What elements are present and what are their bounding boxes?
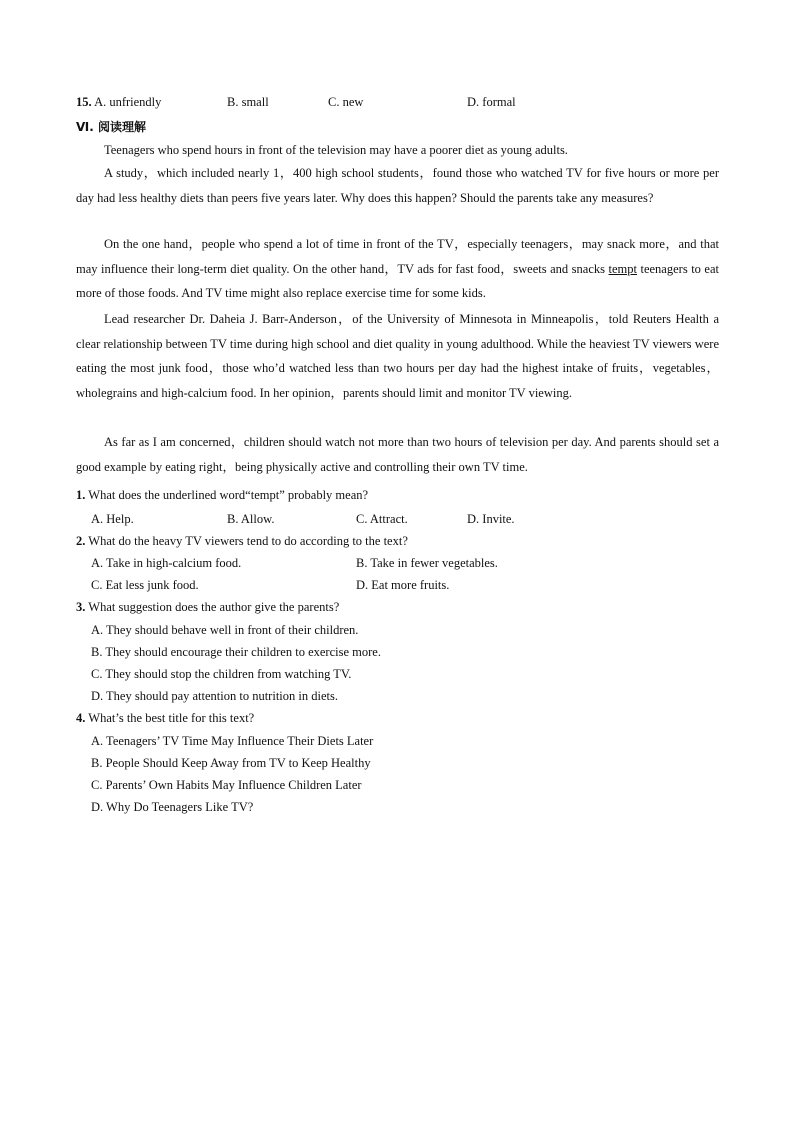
q15-option-c: C. new bbox=[328, 95, 364, 109]
question-2: 2. What do the heavy TV viewers tend to do according to the text? bbox=[76, 534, 408, 548]
section-title: 阅读理解 bbox=[97, 120, 146, 134]
q4-option-b: B. People Should Keep Away from TV to Keep Healthy bbox=[91, 756, 371, 770]
passage-paragraph-3: On the one hand，people who spend a lot of time in front of the TV，especially teenagers，may snack more，and that may influence their long-term diet quality. On the other hand，TV ads for fast food，sweets and snacks tempt teenagers to eat more of those foods. And TV time might also replace exercise time for some kids. bbox=[76, 237, 719, 301]
q15-row bbox=[76, 95, 161, 110]
question-4: 4. What’s the best title for this text? bbox=[76, 711, 255, 725]
q4-option-c: C. Parents’ Own Habits May Influence Children Later bbox=[91, 778, 362, 792]
q3-option-b: B. They should encourage their children to exercise more. bbox=[91, 645, 381, 659]
q1-option-c: C. Attract. bbox=[356, 512, 408, 526]
q4-option-a: A. Teenagers’ TV Time May Influence Their Diets Later bbox=[91, 734, 374, 748]
q15-option-d: D. formal bbox=[467, 95, 516, 109]
q4-option-d: D. Why Do Teenagers Like TV? bbox=[91, 800, 254, 814]
q3-option-c: C. They should stop the children from watching TV. bbox=[91, 667, 352, 681]
question-1: 1. What does the underlined word“tempt” probably mean? bbox=[76, 488, 369, 502]
q1-option-a: A. Help. bbox=[91, 512, 134, 526]
q2-option-b: B. Take in fewer vegetables. bbox=[356, 556, 498, 570]
passage-paragraph-4: Lead researcher Dr. Daheia J. Barr-Anderson，of the University of Minnesota in Minneapolis，told Reuters Health a clear relationship between TV time during high school and diet quality in young adulthood. While the heaviest TV viewers were eating the most junk food，those who’d watched less than two hours per day had the highest intake of fruits，vegetables，wholegrains and high-calcium food. In her opinion，parents should limit and monitor TV viewing. bbox=[76, 312, 719, 400]
q2-option-d: D. Eat more fruits. bbox=[356, 578, 450, 592]
passage-paragraph-5: As far as I am concerned，children should watch not more than two hours of television per day. And parents should set a good example by eating right，being physically active and controlling their own TV time. bbox=[76, 435, 719, 474]
q15-option-a: A. unfriendly bbox=[94, 95, 162, 109]
section-heading bbox=[76, 118, 146, 135]
passage-paragraph-1: Teenagers who spend hours in front of the television may have a poorer diet as young adults. bbox=[104, 143, 568, 157]
q15-number: 15. bbox=[76, 95, 92, 109]
section-numeral: Ⅵ. bbox=[76, 120, 94, 134]
q3-option-a: A. They should behave well in front of their children. bbox=[91, 623, 359, 637]
q15-option-b: B. small bbox=[227, 95, 269, 109]
q1-option-d: D. Invite. bbox=[467, 512, 515, 526]
q2-option-c: C. Eat less junk food. bbox=[91, 578, 199, 592]
q3-option-d: D. They should pay attention to nutrition in diets. bbox=[91, 689, 338, 703]
underlined-word-tempt: tempt bbox=[608, 261, 637, 276]
question-3: 3. What suggestion does the author give the parents? bbox=[76, 600, 340, 614]
q2-option-a: A. Take in high-calcium food. bbox=[91, 556, 242, 570]
q1-option-b: B. Allow. bbox=[227, 512, 275, 526]
passage-paragraph-2: A study，which included nearly 1，400 high school students，found those who watched TV for five hours or more per day had less healthy diets than peers five years later. Why does this happen? Should the parents take any measures? bbox=[76, 166, 719, 205]
